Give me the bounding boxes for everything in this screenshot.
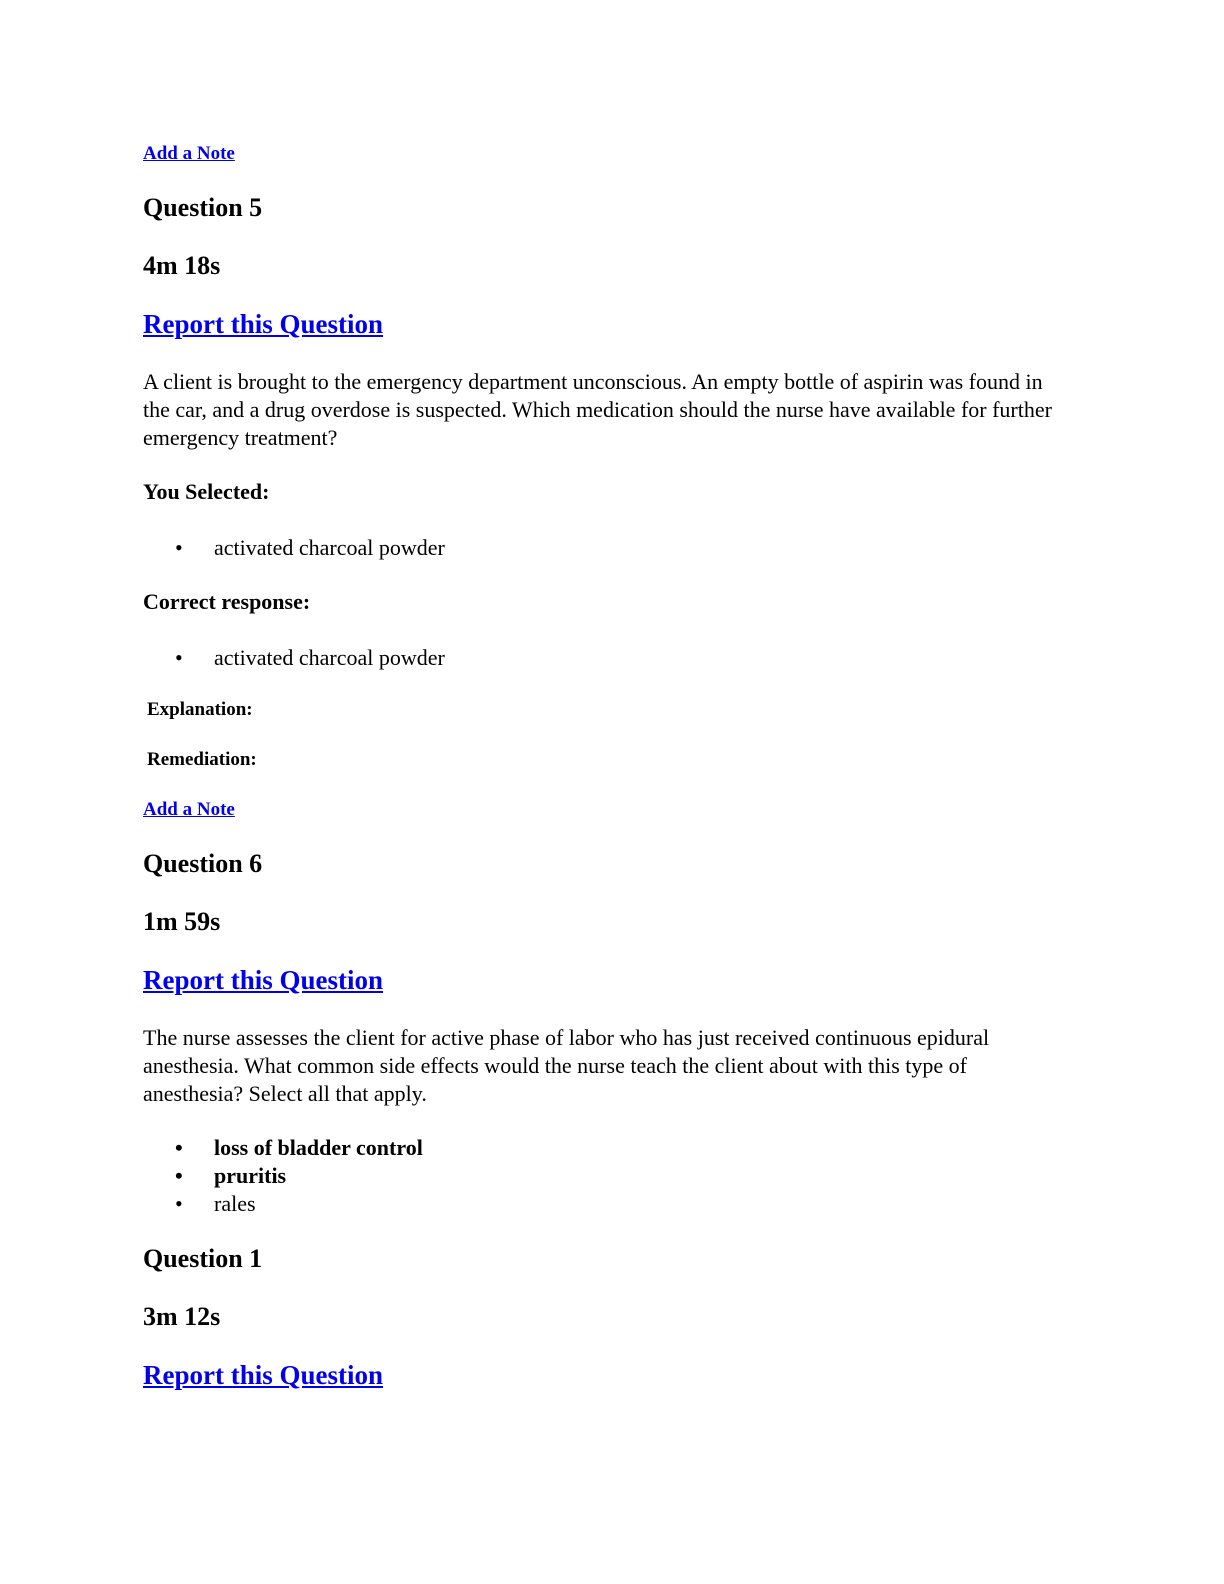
report-question-link[interactable]: Report this Question — [143, 309, 384, 339]
question-title: Question 1 — [143, 1244, 263, 1273]
explanation-label: Explanation: — [147, 699, 253, 720]
bullet-icon: • — [175, 1163, 183, 1188]
correct-response-list — [143, 644, 445, 672]
bullet-icon: • — [175, 535, 183, 560]
bullet-icon: • — [175, 1191, 183, 1216]
question-time: 3m 12s — [143, 1302, 221, 1331]
bullet-icon: • — [175, 1135, 183, 1160]
question-stem: The nurse assesses the client for active phase of labor who has just received continuous epidural anesthesia. What common side effects would the nurse teach the client about with this type of anesthesia? Select all that apply. — [143, 1025, 990, 1106]
list-item — [143, 644, 445, 672]
correct-response-label: Correct response: — [143, 589, 311, 614]
report-question-link[interactable]: Report this Question — [143, 1360, 384, 1390]
report-question-link[interactable]: Report this Question — [143, 965, 384, 995]
question-time: 1m 59s — [143, 907, 221, 936]
answer-option-selected — [143, 1162, 423, 1190]
answer-option-selected — [143, 1134, 423, 1162]
add-note-link[interactable]: Add a Note — [143, 799, 235, 820]
question-time: 4m 18s — [143, 251, 221, 280]
add-note-link[interactable]: Add a Note — [143, 143, 235, 164]
you-selected-label: You Selected: — [143, 479, 270, 504]
question-title: Question 5 — [143, 193, 263, 222]
answer-text: pruritis — [214, 1163, 287, 1188]
answer-options-list — [143, 1134, 423, 1218]
question-title: Question 6 — [143, 849, 263, 878]
answer-text: activated charcoal powder — [214, 645, 445, 670]
answer-text: activated charcoal powder — [214, 535, 445, 560]
you-selected-list — [143, 534, 445, 562]
bullet-icon: • — [175, 645, 183, 670]
remediation-label: Remediation: — [147, 749, 257, 770]
answer-text: loss of bladder control — [214, 1135, 423, 1160]
question-stem: A client is brought to the emergency department unconscious. An empty bottle of aspirin was found in the car, and a drug overdose is suspected. Which medication should the nurse have available for further emergency treatment? — [143, 369, 1052, 450]
answer-option — [143, 1190, 423, 1218]
answer-text: rales — [214, 1191, 256, 1216]
list-item — [143, 534, 445, 562]
